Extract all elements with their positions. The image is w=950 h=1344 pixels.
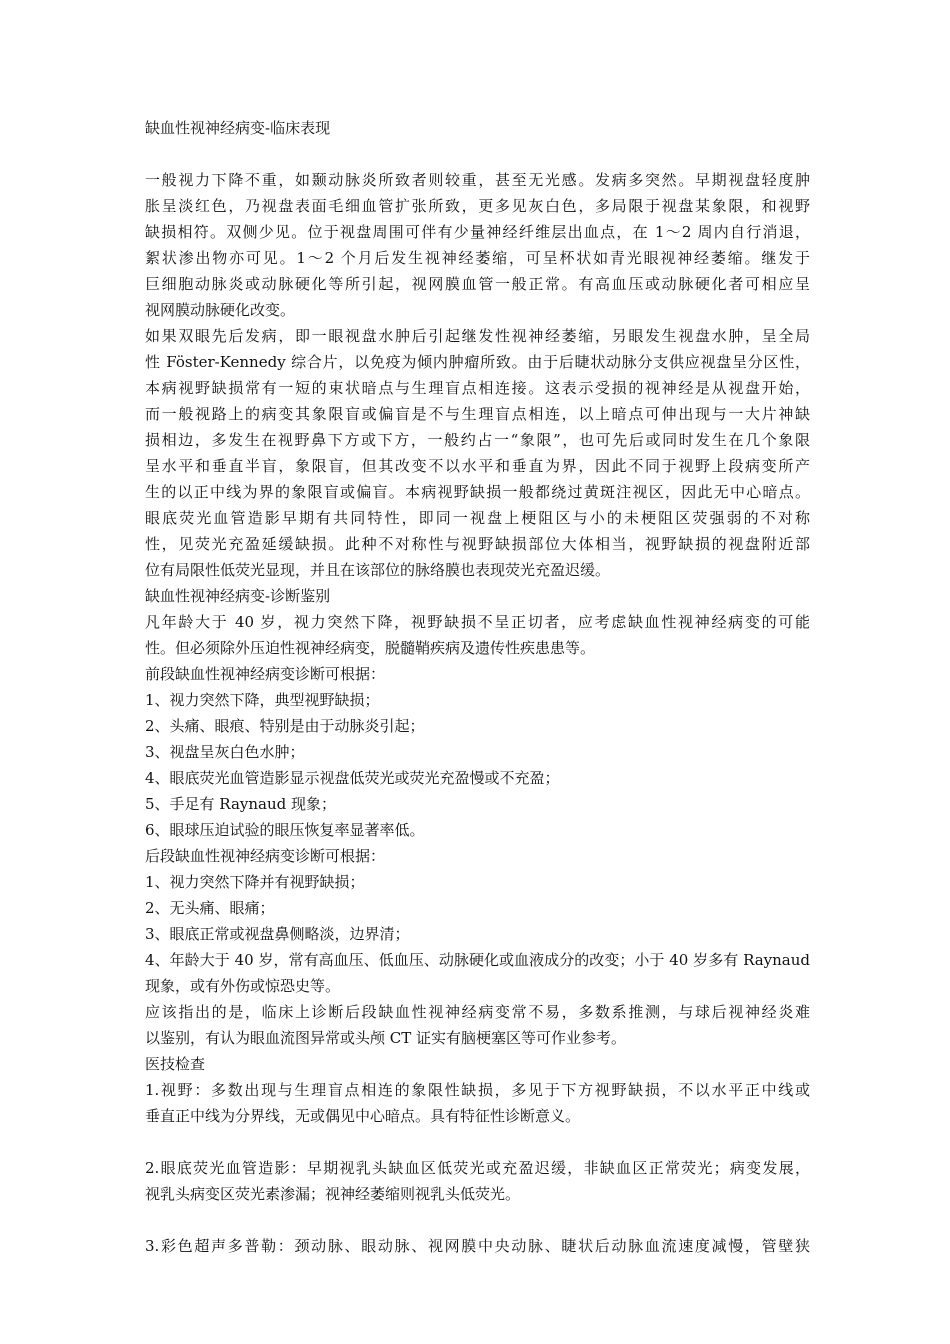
text-line: 视网膜动脉硬化改变。 [145,301,296,319]
text-line: 垂直正中线为分界线，无或偶见中心暗点。具有特征性诊断意义。 [145,1107,581,1125]
back-segment-list [145,869,810,999]
exam-heading: 医技检查 [145,1055,206,1073]
list-item: 1、视力突然下降，典型视野缺损； [145,691,380,709]
text-line: 眼底荧光血管造影早期有共同特性，即同一视盘上梗阻区与小的未梗阻区荧强弱的不对称 [145,509,810,527]
front-segment-heading: 前段缺血性视神经病变诊断可根据： [145,665,386,683]
text-line: 一般视力下降不重，如颞动脉炎所致者则较重，甚至无光感。发病多突然。早期视盘轻度肿 [145,171,810,189]
paragraph-note [145,999,810,1051]
text-line: 凡年龄大于 40 岁，视力突然下降，视野缺损不呈正切者，应考虑缺血性视神经病变的可能 [145,613,810,631]
list-item: 3、眼底正常或视盘鼻侧略淡，边界清； [145,925,410,943]
list-item: 6、眼球压迫试验的眼压恢复率显著率低。 [145,821,425,839]
list-item: 4、年龄大于 40 岁，常有高血压、低血压、动脉硬化或血液成分的改变；小于 40 岁多有 Raynaud [145,951,810,969]
text-line: 而一般视路上的病变其象限盲或偏盲是不与生理盲点相连，以上暗点可伸出现与一大片神缺 [145,405,810,423]
text-line: 缺损相符。双侧少见。位于视盘周围可伴有少量神经纤维层出血点，在 1～2 周内自行消退， [145,223,810,241]
text-line: 巨细胞动脉炎或动脉硬化等所引起，视网膜血管一般正常。有高血压或动脉硬化者可相应呈 [145,275,810,293]
text-line: 性 Föster-Kennedy 综合片，以免疫为倾内肿瘤所致。由于后睫状动脉分支供应视盘呈分区性， [145,353,810,371]
front-segment-list [145,687,810,843]
text-line: 如果双眼先后发病，即一眼视盘水肿后引起继发性视神经萎缩，另眼发生视盘水肿，呈全局 [145,327,810,345]
text-line: 2.眼底荧光血管造影：早期视乳头缺血区低荧光或充盈迟缓，非缺血区正常荧光；病变发展， [145,1159,810,1177]
text-line: 性，见荧光充盈延缓缺损。此种不对称性与视野缺损部位大体相当，视野缺损的视盘附近部 [145,535,810,553]
list-item: 2、头痛、眼痕、特别是由于动脉炎引起； [145,717,425,735]
text-line: 3.彩色超声多普勒：颈动脉、眼动脉、视网膜中央动脉、睫状后动脉血流速度减慢，管壁狭 [145,1237,810,1255]
paragraph-diagnosis [145,609,810,661]
text-line: 生的以正中线为界的象限盲或偏盲。本病视野缺损一般都绕过黄斑注视区，因此无中心暗点。 [145,483,810,501]
document-body [145,115,810,1259]
list-item: 4、眼底荧光血管造影显示视盘低荧光或荧光充盈慢或不充盈； [145,769,560,787]
text-line: 呈水平和垂直半盲，象限盲，但其改变不以水平和垂直为界，因此不同于视野上段病变所产 [145,457,810,475]
paragraph-spacer [145,1129,810,1155]
text-line: 视乳头病变区荧光素渗漏；视神经萎缩则视乳头低荧光。 [145,1185,521,1203]
text-line: 本病视野缺损常有一短的束状暗点与生理盲点相连接。这表示受损的视神经是从视盘开始， [145,379,810,397]
text-line: 位有局限性低荧光显现，并且在该部位的脉络膜也表现荧光充盈迟缓。 [145,561,611,579]
exam-doppler [145,1233,810,1259]
section-heading-diagnosis: 缺血性视神经病变-诊断鉴别 [145,587,331,605]
text-line: 絮状渗出物亦可见。1～2 个月后发生视神经萎缩，可呈杯状如青光眼视神经萎缩。继发于 [145,249,810,267]
text-line: 1.视野：多数出现与生理盲点相连的象限性缺损，多见于下方视野缺损，不以水平正中线或 [145,1081,810,1099]
list-item: 现象，或有外伤或惊恐史等。 [145,977,341,995]
exam-visual-field [145,1077,810,1129]
text-line: 胀呈淡红色，乃视盘表面毛细血管扩张所致，更多见灰白色，多局限于视盘某象限，和视野 [145,197,810,215]
paragraph-clinical-presentation [145,167,810,323]
paragraph-spacer [145,1207,810,1233]
list-item: 2、无头痛、眼痛； [145,899,275,917]
text-line: 性。但必须除外压迫性视神经病变，脱髓鞘疾病及遗传性疾患患等。 [145,639,596,657]
document-title: 缺血性视神经病变-临床表现 [145,119,331,137]
text-line: 应该指出的是，临床上诊断后段缺血性视神经病变常不易，多数系推测，与球后视神经炎难 [145,1003,810,1021]
list-item: 1、视力突然下降并有视野缺损； [145,873,365,891]
text-line: 损相边，多发生在视野鼻下方或下方，一般约占一“象限”，也可先后或同时发生在几个象限 [145,431,810,449]
exam-fluorescein-angiography [145,1155,810,1207]
paragraph-bilateral [145,323,810,583]
list-item: 3、视盘呈灰白色水肿； [145,743,305,761]
list-item: 5、手足有 Raynaud 现象； [145,795,337,813]
text-line: 以鉴别，有认为眼血流图异常或头颅 CT 证实有脑梗塞区等可作业参考。 [145,1029,627,1047]
back-segment-heading: 后段缺血性视神经病变诊断可根据： [145,847,386,865]
